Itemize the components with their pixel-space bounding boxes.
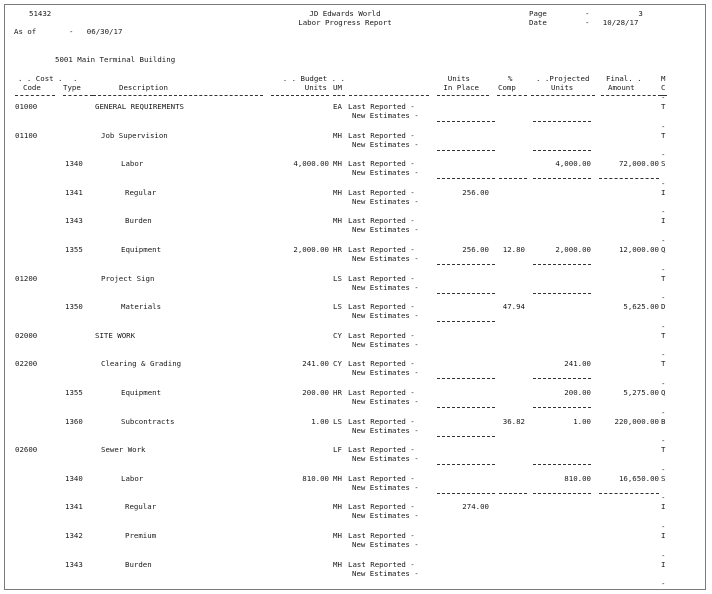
unit-of-measure: LS	[333, 302, 342, 311]
rule-projected	[533, 378, 591, 379]
cost-type: 1355	[65, 388, 83, 397]
col-mc: C	[661, 83, 666, 92]
col-mc-top: M	[661, 74, 666, 83]
rule-in-place	[437, 378, 495, 379]
col-final-amount: Amount	[608, 83, 635, 92]
projected-units: 4,000.00	[555, 159, 591, 168]
unit-of-measure: CY	[333, 331, 342, 340]
unit-of-measure: MH	[333, 188, 342, 197]
report-title: Labor Progress Report	[298, 18, 392, 27]
rule-in-place	[437, 293, 495, 294]
last-reported-label: Last Reported -	[348, 359, 415, 368]
projected-units: 810.00	[564, 474, 591, 483]
mc-code: I	[661, 531, 666, 540]
rule-projected	[533, 150, 591, 151]
mc-marker: -	[661, 93, 666, 102]
mc-code: T	[661, 331, 666, 340]
description: Equipment	[121, 245, 162, 254]
col-units-top: Units	[447, 74, 470, 83]
col-description: Description	[119, 83, 168, 92]
last-reported-label: Last Reported -	[348, 560, 415, 569]
last-reported-label: Last Reported -	[348, 102, 415, 111]
page-label: Page	[529, 9, 547, 18]
new-estimates-label: New Estimates -	[352, 225, 419, 234]
description: Premium	[125, 531, 157, 540]
new-estimates-label: New Estimates -	[352, 311, 419, 320]
description: Burden	[125, 216, 152, 225]
report-id: 51432	[29, 9, 52, 18]
unit-of-measure: MH	[333, 159, 342, 168]
col-budget-top: . . Budget . .	[282, 74, 345, 83]
mc-code: T	[661, 274, 666, 283]
mc-marker: -	[661, 579, 666, 588]
date-value: - 10/28/17	[585, 18, 639, 27]
new-estimates-label: New Estimates -	[352, 397, 419, 406]
description: GENERAL REQUIREMENTS	[95, 102, 184, 111]
mc-code: I	[661, 502, 666, 511]
new-estimates-label: New Estimates -	[352, 254, 419, 263]
rule-final	[599, 493, 659, 494]
unit-of-measure: EA	[333, 102, 342, 111]
cost-type: 1343	[65, 560, 83, 569]
final-amount: 72,000.00	[618, 159, 659, 168]
rule-pct	[499, 493, 527, 494]
mc-marker: -	[661, 493, 666, 502]
mc-code: T	[661, 359, 666, 368]
rule-projected	[533, 407, 591, 408]
rule-in-place	[437, 150, 495, 151]
mc-code: D	[661, 302, 666, 311]
col-type-top: .	[73, 74, 78, 83]
mc-code: Q	[661, 388, 666, 397]
projected-units: 2,000.00	[555, 245, 591, 254]
description: Regular	[125, 502, 157, 511]
mc-marker: -	[661, 408, 666, 417]
mc-marker: -	[661, 179, 666, 188]
last-reported-label: Last Reported -	[348, 302, 415, 311]
description: Labor	[121, 474, 144, 483]
units-in-place: 256.00	[462, 188, 489, 197]
rule-in-place	[437, 121, 495, 122]
header-rule	[437, 95, 489, 96]
header-rule	[63, 95, 93, 96]
mc-code: I	[661, 188, 666, 197]
unit-of-measure: MH	[333, 502, 342, 511]
last-reported-label: Last Reported -	[348, 274, 415, 283]
last-reported-label: Last Reported -	[348, 245, 415, 254]
rule-projected	[533, 493, 591, 494]
new-estimates-label: New Estimates -	[352, 197, 419, 206]
rule-in-place	[437, 178, 495, 179]
description: Burden	[125, 560, 152, 569]
mc-marker: -	[661, 150, 666, 159]
rule-in-place	[437, 264, 495, 265]
unit-of-measure: LS	[333, 417, 342, 426]
description: SITE WORK	[95, 331, 136, 340]
description: Equipment	[121, 388, 162, 397]
new-estimates-label: New Estimates -	[352, 168, 419, 177]
rule-in-place	[437, 464, 495, 465]
budget-units: 810.00	[302, 474, 329, 483]
new-estimates-label: New Estimates -	[352, 283, 419, 292]
cost-type: 1341	[65, 188, 83, 197]
last-reported-label: Last Reported -	[348, 331, 415, 340]
percent-complete: 12.80	[502, 245, 525, 254]
header-rule	[333, 95, 345, 96]
header-rule	[93, 95, 263, 96]
mc-code: Q	[661, 245, 666, 254]
unit-of-measure: HR	[333, 388, 342, 397]
new-estimates-label: New Estimates -	[352, 368, 419, 377]
rule-projected	[533, 121, 591, 122]
description: Project Sign	[101, 274, 155, 283]
header-rule	[271, 95, 329, 96]
new-estimates-label: New Estimates -	[352, 511, 419, 520]
mc-code: S	[661, 159, 666, 168]
cost-code: 01100	[15, 131, 38, 140]
unit-of-measure: MH	[333, 474, 342, 483]
units-in-place: 274.00	[462, 502, 489, 511]
last-reported-label: Last Reported -	[348, 445, 415, 454]
mc-code: S	[661, 474, 666, 483]
page-value: - 3	[585, 9, 643, 18]
mc-marker: -	[661, 465, 666, 474]
mc-marker: -	[661, 322, 666, 331]
mc-marker: -	[661, 207, 666, 216]
cost-type: 1360	[65, 417, 83, 426]
last-reported-label: Last Reported -	[348, 474, 415, 483]
mc-code: I	[661, 560, 666, 569]
final-amount: 5,625.00	[623, 302, 659, 311]
rule-in-place	[437, 493, 495, 494]
as-of-label: As of	[14, 27, 37, 36]
new-estimates-label: New Estimates -	[352, 569, 419, 578]
cost-type: 1340	[65, 474, 83, 483]
labor-progress-report	[4, 4, 706, 590]
mc-code: T	[661, 445, 666, 454]
new-estimates-label: New Estimates -	[352, 540, 419, 549]
new-estimates-label: New Estimates -	[352, 454, 419, 463]
budget-units: 4,000.00	[293, 159, 329, 168]
units-in-place: 256.00	[462, 245, 489, 254]
last-reported-label: Last Reported -	[348, 216, 415, 225]
final-amount: 5,275.00	[623, 388, 659, 397]
new-estimates-label: New Estimates -	[352, 140, 419, 149]
final-amount: 16,650.00	[618, 474, 659, 483]
description: Regular	[125, 188, 157, 197]
mc-marker: -	[661, 236, 666, 245]
last-reported-label: Last Reported -	[348, 502, 415, 511]
col-projected-top: . .Projected	[536, 74, 590, 83]
col-pct-top: %	[508, 74, 513, 83]
cost-type: 1340	[65, 159, 83, 168]
mc-marker: -	[661, 551, 666, 560]
description: Clearing & Grading	[101, 359, 182, 368]
unit-of-measure: MH	[333, 131, 342, 140]
col-projected-units: Units	[551, 83, 574, 92]
unit-of-measure: MH	[333, 216, 342, 225]
unit-of-measure: HR	[333, 245, 342, 254]
rule-final	[599, 178, 659, 179]
col-in-place: In Place	[443, 83, 479, 92]
mc-marker: -	[661, 436, 666, 445]
unit-of-measure: MH	[333, 531, 342, 540]
last-reported-label: Last Reported -	[348, 531, 415, 540]
rule-projected	[533, 264, 591, 265]
projected-units: 241.00	[564, 359, 591, 368]
header-rule	[601, 95, 661, 96]
cost-type: 1343	[65, 216, 83, 225]
description: Subcontracts	[121, 417, 175, 426]
cost-type: 1342	[65, 531, 83, 540]
budget-units: 2,000.00	[293, 245, 329, 254]
col-cost-code: Code	[23, 83, 41, 92]
new-estimates-label: New Estimates -	[352, 111, 419, 120]
rule-in-place	[437, 436, 495, 437]
projected-units: 1.00	[573, 417, 591, 426]
mc-code: I	[661, 216, 666, 225]
col-cost-code-top: . . Cost .	[18, 74, 63, 83]
unit-of-measure: CY	[333, 359, 342, 368]
cost-type: 1341	[65, 502, 83, 511]
mc-code: T	[661, 131, 666, 140]
last-reported-label: Last Reported -	[348, 417, 415, 426]
description: Sewer Work	[101, 445, 146, 454]
last-reported-label: Last Reported -	[348, 188, 415, 197]
rule-pct	[499, 178, 527, 179]
rule-projected	[533, 293, 591, 294]
mc-code: T	[661, 102, 666, 111]
cost-code: 02600	[15, 445, 38, 454]
rule-in-place	[437, 407, 495, 408]
mc-marker: -	[661, 122, 666, 131]
col-pct-comp: Comp	[498, 83, 516, 92]
system-name: JD Edwards World	[309, 9, 381, 18]
new-estimates-label: New Estimates -	[352, 426, 419, 435]
cost-code: 01000	[15, 102, 38, 111]
cost-type: 1350	[65, 302, 83, 311]
mc-code: B	[661, 417, 666, 426]
mc-marker: -	[661, 379, 666, 388]
rule-projected	[533, 464, 591, 465]
description: Materials	[121, 302, 162, 311]
percent-complete: 47.94	[502, 302, 525, 311]
projected-units: 200.00	[564, 388, 591, 397]
header-rule	[497, 95, 527, 96]
rule-projected	[533, 178, 591, 179]
mc-marker: -	[661, 265, 666, 274]
last-reported-label: Last Reported -	[348, 131, 415, 140]
cost-code: 02200	[15, 359, 38, 368]
col-type: Type	[63, 83, 81, 92]
last-reported-label: Last Reported -	[348, 159, 415, 168]
mc-marker: -	[661, 293, 666, 302]
last-reported-label: Last Reported -	[348, 388, 415, 397]
unit-of-measure: MH	[333, 560, 342, 569]
job-title: 5001 Main Terminal Building	[55, 55, 176, 64]
budget-units: 241.00	[302, 359, 329, 368]
header-rule	[531, 95, 595, 96]
unit-of-measure: LS	[333, 274, 342, 283]
description: Job Supervision	[101, 131, 168, 140]
date-label: Date	[529, 18, 547, 27]
col-budget-units: Units	[304, 83, 327, 92]
mc-marker: -	[661, 522, 666, 531]
budget-units: 200.00	[302, 388, 329, 397]
cost-code: 01200	[15, 274, 38, 283]
new-estimates-label: New Estimates -	[352, 340, 419, 349]
as-of-value: - 06/30/17	[69, 27, 123, 36]
final-amount: 220,000.00	[614, 417, 659, 426]
mc-marker: -	[661, 350, 666, 359]
header-rule	[15, 95, 55, 96]
rule-in-place	[437, 321, 495, 322]
cost-code: 02000	[15, 331, 38, 340]
description: Labor	[121, 159, 144, 168]
final-amount: 12,000.00	[618, 245, 659, 254]
percent-complete: 36.82	[502, 417, 525, 426]
header-rule	[349, 95, 429, 96]
col-final-top: Final. .	[606, 74, 642, 83]
budget-units: 1.00	[311, 417, 329, 426]
unit-of-measure: LF	[333, 445, 342, 454]
cost-type: 1355	[65, 245, 83, 254]
col-um: UM	[333, 83, 342, 92]
new-estimates-label: New Estimates -	[352, 483, 419, 492]
